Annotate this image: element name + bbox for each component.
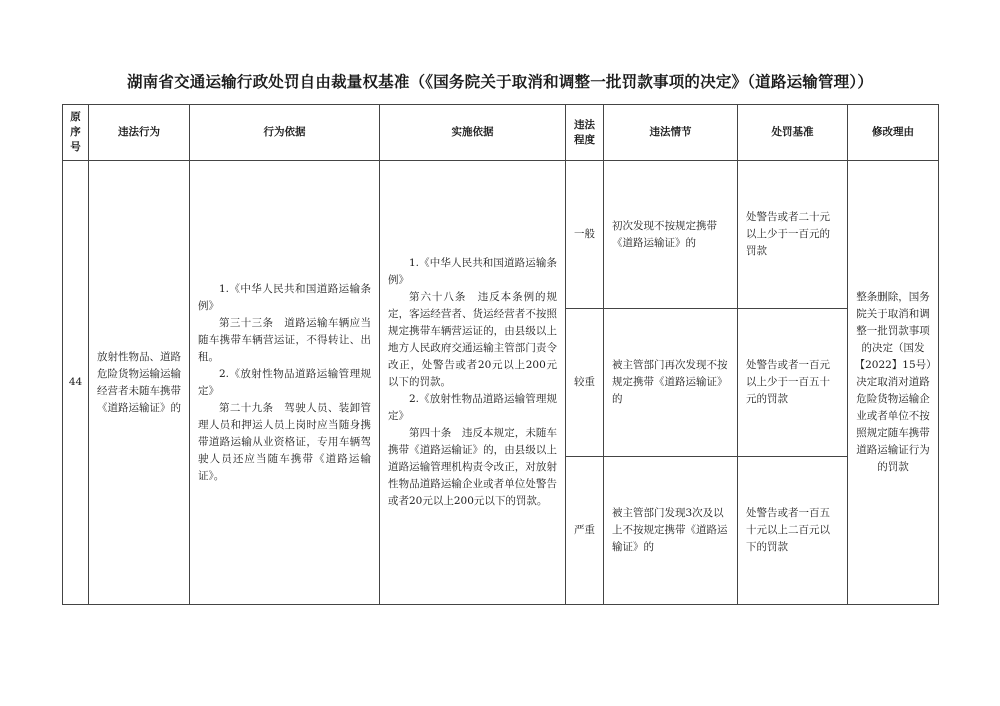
table-header-row [63, 105, 939, 161]
page-title: 湖南省交通运输行政处罚自由裁量权基准（《国务院关于取消和调整一批罚款事项的决定》（道路运输管理）） [126, 73, 874, 91]
header-impl-basis: 实施依据 [380, 105, 566, 161]
penalty-general: 处警告或者二十元以上少于一百元的罚款 [738, 161, 848, 309]
legal-basis-line-3: 2.《放射性物品道路运输管理规定》 [198, 367, 371, 397]
circumstance-severe: 被主管部门发现3次及以上不按规定携带《道路运输证》的 [604, 457, 738, 605]
penalty-standard-table [62, 104, 939, 605]
header-violation: 违法行为 [89, 105, 190, 161]
degree-severe: 严重 [566, 457, 604, 605]
header-degree: 违法程度 [566, 105, 604, 161]
legal-basis-line-4: 第二十九条 驾驶人员、装卸管理人员和押运人员上岗时应当随身携带道路运输从业资格证，专用车辆驾驶人员还应当随车携带《道路运输证》。 [198, 401, 371, 482]
violation-text: 放射性物品、道路危险货物运输运输经营者未随车携带《道路运输证》的 [97, 350, 181, 414]
impl-basis-line-1: 1.《中华人民共和国道路运输条例》 [388, 257, 557, 286]
impl-basis-line-2: 第六十八条 违反本条例的规定，客运经营者、货运经营者不按照规定携带车辆营运证的，由县级以上地方人民政府交通运输主管部门责令改正，处警告或者20元以上200元以下的罚款。 [388, 291, 557, 388]
circumstance-serious: 被主管部门再次发现不按规定携带《道路运输证》的 [604, 309, 738, 457]
table-row [63, 161, 939, 309]
cell-seq: 44 [63, 161, 89, 605]
impl-basis-line-3: 2.《放射性物品道路运输管理规定》 [388, 393, 557, 422]
cell-impl-basis [380, 161, 566, 605]
header-penalty: 处罚基准 [738, 105, 848, 161]
cell-legal-basis [190, 161, 380, 605]
legal-basis-line-1: 1.《中华人民共和国道路运输条例》 [198, 282, 371, 312]
impl-basis-line-4: 第四十条 违反本规定，未随车携带《道路运输证》的，由县级以上道路运输管理机构责令改正，对放射性物品道路运输企业或者单位处警告或者20元以上200元以下的罚款。 [388, 427, 557, 507]
cell-violation [89, 161, 190, 605]
degree-serious: 较重 [566, 309, 604, 457]
circumstance-general: 初次发现不按规定携带《道路运输证》的 [604, 161, 738, 309]
penalty-severe: 处警告或者一百五十元以上二百元以下的罚款 [738, 457, 848, 605]
header-reason: 修改理由 [848, 105, 939, 161]
header-seq: 原序号 [63, 105, 89, 161]
cell-reason: 整条删除，国务院关于取消和调整一批罚款事项的决定（国发【2022】15号）决定取消对道路危险货物运输企业或者单位不按照规定随车携带道路运输证行为的罚款 [848, 161, 939, 605]
legal-basis-line-2: 第三十三条 道路运输车辆应当随车携带车辆营运证，不得转让、出租。 [198, 316, 371, 363]
degree-general: 一般 [566, 161, 604, 309]
penalty-serious: 处警告或者一百元以上少于一百五十元的罚款 [738, 309, 848, 457]
header-circumstance: 违法情节 [604, 105, 738, 161]
header-legal-basis: 行为依据 [190, 105, 380, 161]
